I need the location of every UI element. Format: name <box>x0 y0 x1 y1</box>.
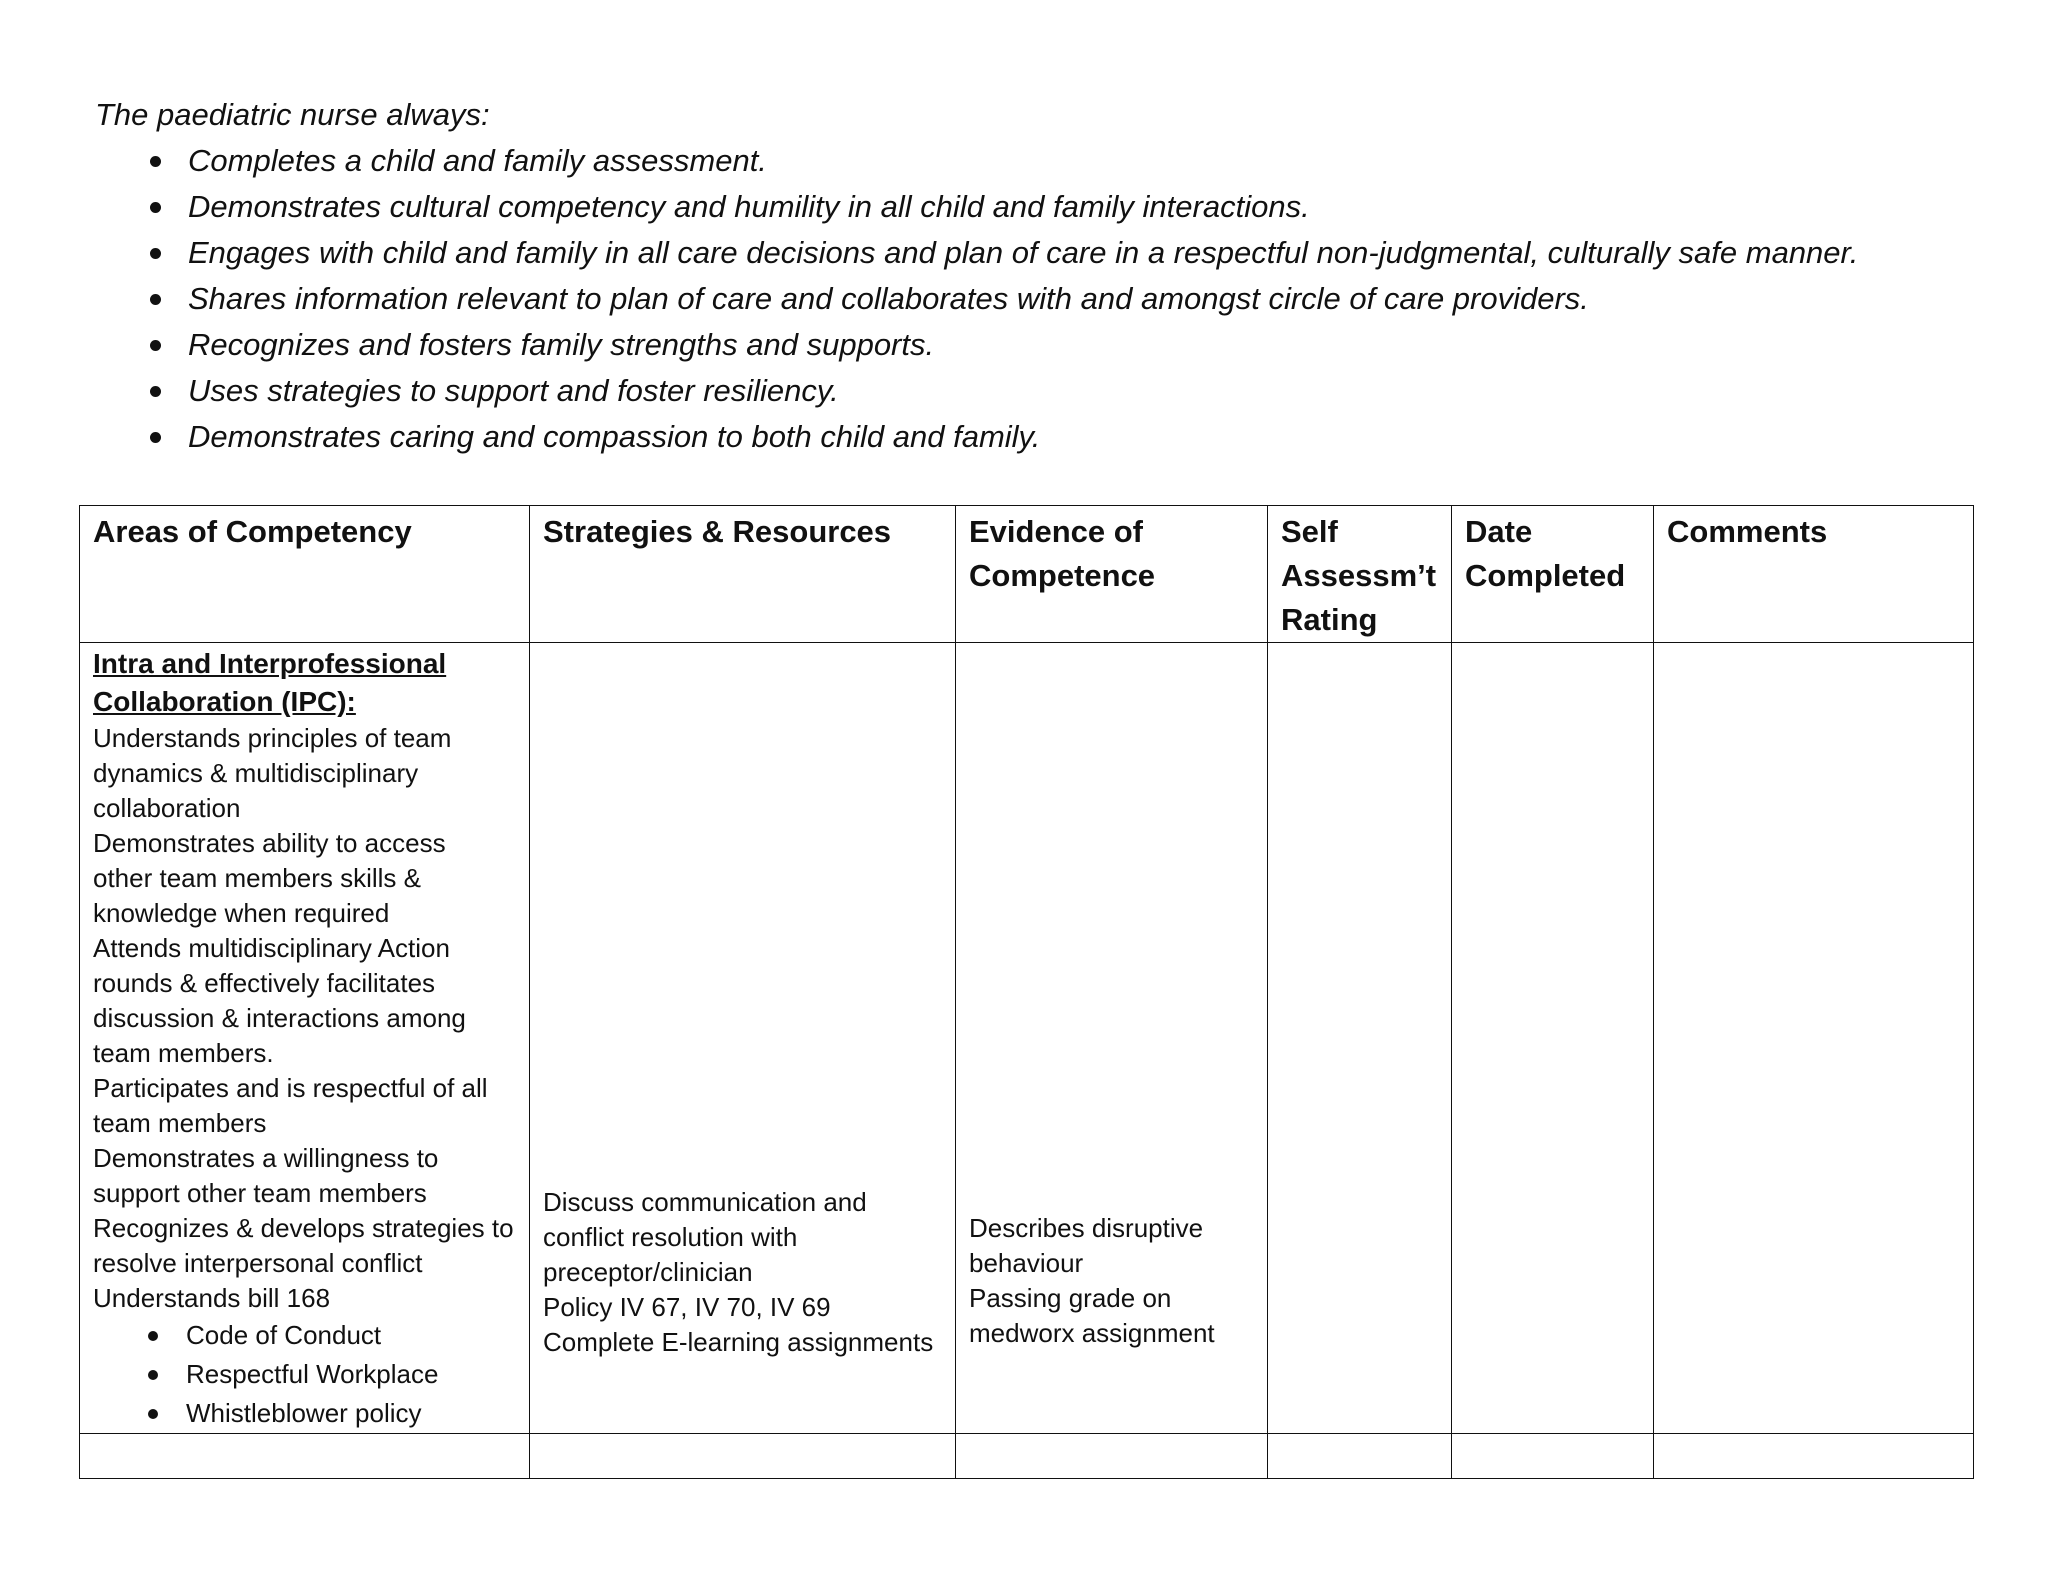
areas-cell <box>80 643 530 1434</box>
sublist-item: Respectful Workplace <box>93 1355 519 1394</box>
empty-cell <box>956 1434 1268 1479</box>
competency-line: resolve interpersonal conflict <box>93 1248 423 1278</box>
competency-line: Understands bill 168 <box>93 1283 331 1313</box>
intro-list-item: Demonstrates cultural competency and humility in all child and family interactions. <box>95 184 1858 230</box>
header-self-assessment-rating: Self Assessm’t Rating <box>1268 506 1452 643</box>
comments-cell <box>1654 643 1974 1434</box>
sublist-item: Whistleblower policy <box>93 1394 519 1433</box>
strategies-line: conflict resolution with <box>543 1222 798 1252</box>
intro-list-item: Demonstrates caring and compassion to both child and family. <box>95 414 1858 460</box>
table-header-row <box>80 506 1974 643</box>
evidence-line: Describes disruptive <box>969 1213 1204 1243</box>
evidence-text <box>969 1211 1215 1351</box>
intro-list-item: Recognizes and fosters family strengths and supports. <box>95 322 1858 368</box>
competency-line: Recognizes & develops strategies to <box>93 1213 514 1243</box>
sublist-item: Code of Conduct <box>93 1316 519 1355</box>
strategies-line: preceptor/clinician <box>543 1257 753 1287</box>
competency-line: Understands principles of team <box>93 723 452 753</box>
empty-cell <box>1654 1434 1974 1479</box>
empty-cell <box>1268 1434 1452 1479</box>
header-strategies-resources: Strategies & Resources <box>530 506 956 643</box>
intro-list-item: Engages with child and family in all care decisions and plan of care in a respectful non-judgmental, culturally safe manner. <box>95 230 1858 276</box>
competency-line: team members <box>93 1108 267 1138</box>
empty-cell <box>80 1434 530 1479</box>
competency-line: collaboration <box>93 793 241 823</box>
intro-list <box>95 138 1858 460</box>
header-date-completed: Date Completed <box>1452 506 1654 643</box>
strategies-line: Complete E-learning assignments <box>543 1327 934 1357</box>
intro-section <box>95 92 1858 460</box>
intro-list-item: Uses strategies to support and foster resiliency. <box>95 368 1858 414</box>
competency-line: Attends multidisciplinary Action <box>93 933 450 963</box>
empty-cell <box>530 1434 956 1479</box>
empty-cell <box>1452 1434 1654 1479</box>
competency-table <box>79 505 1974 1479</box>
date-completed-cell <box>1452 643 1654 1434</box>
competency-line: knowledge when required <box>93 898 390 928</box>
header-comments: Comments <box>1654 506 1974 643</box>
table-row <box>80 643 1974 1434</box>
evidence-line: medworx assignment <box>969 1318 1215 1348</box>
table-row-empty <box>80 1434 1974 1479</box>
competency-line: discussion & interactions among <box>93 1003 466 1033</box>
strategies-text <box>543 1185 933 1360</box>
section-title-line: Collaboration (IPC): <box>93 686 356 717</box>
self-rating-cell <box>1268 643 1452 1434</box>
competency-line: Demonstrates ability to access <box>93 828 446 858</box>
competency-line: dynamics & multidisciplinary <box>93 758 419 788</box>
competency-line: other team members skills & <box>93 863 421 893</box>
strategies-line: Discuss communication and <box>543 1187 867 1217</box>
intro-list-item: Completes a child and family assessment. <box>95 138 1858 184</box>
intro-list-item: Shares information relevant to plan of care and collaborates with and amongst circle of care providers. <box>95 276 1858 322</box>
section-title-line: Intra and Interprofessional <box>93 648 447 679</box>
strategies-line: Policy IV 67, IV 70, IV 69 <box>543 1292 831 1322</box>
section-title <box>93 645 519 721</box>
evidence-cell <box>956 643 1268 1434</box>
competency-line: team members. <box>93 1038 274 1068</box>
header-areas-of-competency: Areas of Competency <box>80 506 530 643</box>
competency-line: Participates and is respectful of all <box>93 1073 488 1103</box>
evidence-line: behaviour <box>969 1248 1084 1278</box>
strategies-cell <box>530 643 956 1434</box>
competency-line: support other team members <box>93 1178 427 1208</box>
intro-heading: The paediatric nurse always: <box>95 97 490 132</box>
header-evidence-of-competence: Evidence of Competence <box>956 506 1268 643</box>
evidence-line: Passing grade on <box>969 1283 1172 1313</box>
competency-line: Demonstrates a willingness to <box>93 1143 439 1173</box>
bill-168-sublist <box>93 1316 519 1433</box>
competency-line: rounds & effectively facilitates <box>93 968 436 998</box>
